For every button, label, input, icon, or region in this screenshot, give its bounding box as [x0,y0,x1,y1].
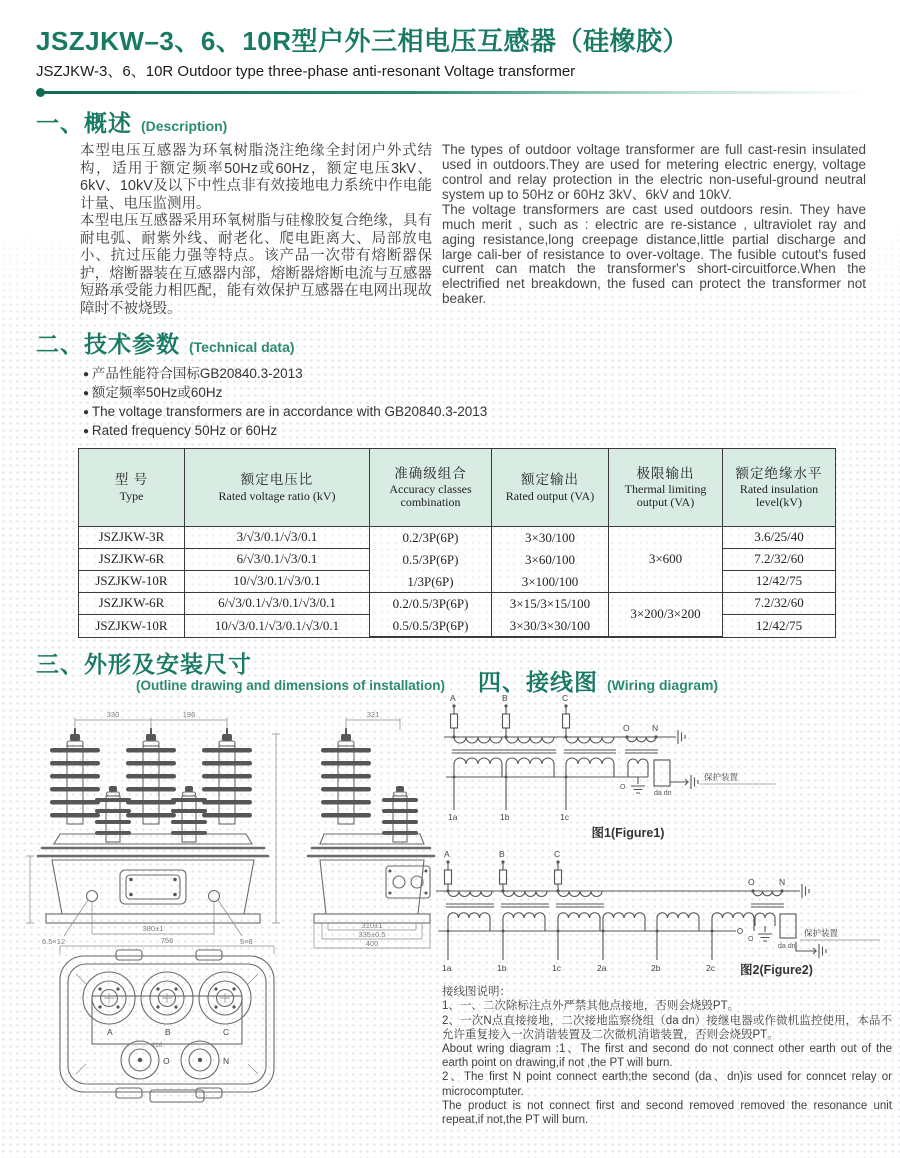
section2-title-en: (Technical data) [189,339,295,356]
dim-label: 335±0.5 [358,930,386,940]
phase-label: A [444,849,450,860]
divider-line [44,91,866,95]
cell-type: JSZJKW-3R [79,527,185,549]
phase-label: C [554,849,561,860]
bullet-item: ● Rated frequency 50Hz or 60Hz [83,422,866,441]
terminal-label: O [623,723,630,734]
terminal-label: C [223,1027,230,1038]
accuracy-line: 0.5/3P(6P) [402,551,459,567]
terminal-label: O [748,936,754,944]
output-label: 1c [552,963,561,974]
fig2-phases [444,849,562,891]
dim-label: 380±1 [142,924,164,934]
cell-ratio: 10/√3/0.1/√3/0.1/√3/0.1 [185,615,370,637]
output-label: 1b [497,963,507,974]
wiring-notes [442,985,892,1127]
cell-ratio: 6/√3/0.1/√3/0.1 [185,549,370,571]
aux-label: da dn [778,943,796,951]
output-line: 3×30/3×30/100 [509,617,591,633]
terminal-label: O [163,1056,170,1067]
col-header-thermal [609,449,723,527]
dim-label: 116 [152,1042,163,1050]
description-en-paragraph-2: The voltage transformers are cast used outdoors resin. They have much merit , such as : electric are re-sistance , ultraviolet ray and aging resistance,long creepage distance,little partial discharge and large cali-ber of resistance to over-voltage. The fusible cutout's fused current can match the transformer's short-circuitforce.When the electrified net breakdown, the fused can protect the transformer not beaker. [442,201,866,307]
title-divider [36,88,866,97]
side-tank [308,834,434,923]
dim-label: 6.5×12 [42,937,66,947]
col-header-output [492,449,609,527]
output-label: 2b [651,963,661,974]
topview-terminals [83,972,251,1079]
front-dimensions [26,710,280,946]
cell-type: JSZJKW-6R [79,593,185,615]
header-cn: 额定绝缘水平 [735,465,823,481]
cell-insulation: 12/42/75 [755,617,803,633]
terminal-label: N [223,1056,230,1067]
topview-body [60,950,274,1102]
notes-line: 2、一次N点直接接地，二次接地监察绕组（da dn）接继电器或作微机监控使用，本品不允许重复接入一次消谐装置及二次微机消谐装置，否则会烧毁PT。 [442,1014,892,1041]
header-en: Type [119,488,144,503]
protect-label: 保护装置 [704,772,739,783]
cell-accuracy-group1 [370,527,492,593]
section4-title-cn: 四、接线图 [478,669,598,696]
header-en: Rated voltage ratio (kV) [218,488,336,503]
accuracy-line: 0.5/0.5/3P(6P) [392,617,469,633]
notes-title: 接线图说明： [442,986,511,999]
header-en: Rated output (VA) [505,488,595,503]
page-title: JSZJKW–3、6、10R型户外三相电压互感器（硅橡胶） [36,26,690,56]
fig1-secondary [446,758,776,822]
header-en: Rated insulation level(kV) [739,481,819,510]
section4-title-en: (Wiring diagram) [607,677,719,694]
dim-label: 310±1 [361,921,383,931]
header-en: Thermal limiting output (VA) [624,481,707,510]
wiring-figure-1 [442,692,840,844]
cell-ratio: 3/√3/0.1/√3/0.1 [185,527,370,549]
header-en: Accuracy classes combination [389,481,472,510]
section1-title-en: (Description) [141,118,228,135]
notes-line: 2、The first N point connect earth;the second (da、dn)is used for conncet relay or microcomptuter. [442,1071,892,1098]
side-dimensions [314,710,430,948]
accuracy-line: 0.2/0.5/3P(6P) [392,595,469,611]
bullet-item: ● 产品性能符合国标GB20840.3-2013 [83,365,866,384]
description-cn-paragraph-2: 本型电压互感器采用环氧树脂与硅橡胶复合绝缘，具有耐电弧、耐紫外线、耐老化、爬电距离大、局部放电小、抗过压能力强等特点。该产品一次带有熔断器保护，熔断器装在互感器内部，熔断器熔断电流与互感器短路承受能力相匹配，能有效保护互感器在电网出现故障时不被烧毁。 [80,213,432,317]
description-en-paragraph-1: The types of outdoor voltage transformer are full cast-resin insulated used in outdoors.They are used for metering electric energy, voltage control and relay protection in the electric non-useful-ground neutral system up to 50Hz or 60Hz 3kV、6kV and 10kV. [442,142,866,202]
output-line: 3×100/100 [521,573,579,589]
cell-insulation: 7.2/32/60 [723,593,835,615]
fig2-secondary [438,913,880,973]
description-chinese [80,143,432,318]
cell-ratio: 6/√3/0.1/√3/0.1/√3/0.1 [185,593,370,615]
terminal-label: A [107,1027,113,1038]
dim-label: 400 [365,939,379,949]
header-cn: 额定输出 [521,472,579,488]
col-header-insulation [723,449,835,527]
phase-label: B [502,693,508,704]
output-label: 1c [560,812,569,823]
cell-insulation: 12/42/75 [723,571,835,593]
side-bushings [321,728,418,842]
terminal-label: N [779,877,786,888]
col-header-accuracy [370,449,492,527]
header-cn: 型 号 [114,472,149,488]
header-cn: 额定电压比 [240,472,314,488]
terminal-label: N [652,723,659,734]
front-view-drawing [18,708,290,953]
cell-insulation: 7.2/32/60 [723,549,835,571]
tech-bullet-list [83,365,866,441]
protect-label: 保护装置 [804,928,839,939]
aux-label: da dn [654,790,672,798]
side-view-drawing [298,708,444,953]
cell-type: JSZJKW-10R [79,615,185,637]
fig2-primary [436,877,809,907]
cell-thermal-group1: 3×600 [609,527,723,593]
cell-type: JSZJKW-10R [79,571,185,593]
phase-label: A [450,693,456,704]
fig1-phases [450,693,570,737]
header-cn: 准确级组合 [394,465,467,481]
cell-type: JSZJKW-6R [79,549,185,571]
dim-label: 330 [106,710,120,720]
section3-heading [36,646,252,679]
dim-label: 196 [182,710,196,720]
front-tank [38,834,268,923]
cell-thermal-group2: 3×200/3×200 [609,593,723,637]
notes-line: About wring diagram :1、The first and second do not connect other earth out of the earth point on drawing,if not ,the PT will burn. [442,1043,892,1070]
section1-title-cn: 一、概述 [36,110,132,137]
terminal-label: O [620,784,626,792]
header-cn: 极限输出 [636,465,695,481]
description-columns [80,143,866,318]
cell-output-group2 [492,593,609,637]
description-english [442,143,866,318]
output-line: 3×60/100 [525,551,575,567]
description-cn-paragraph-1: 本型电压互感器为环氧树脂浇注绝缘全封闭户外式结构，适用于额定频率50Hz或60Hz，额定电压3kV、6kV、10kV及以下中性点非有效接地电力系统中作电能计量、电压监测用。 [80,143,432,212]
dim-label: 756 [160,936,174,946]
terminal-label: O [748,877,755,888]
cell-ratio: 10/√3/0.1/√3/0.1 [185,571,370,593]
dim-label: 321 [366,710,380,720]
accuracy-line: 1/3P(6P) [407,573,454,589]
output-line: 3×30/100 [525,529,575,545]
spec-table [78,448,836,638]
section3-title-cn: 三、外形及安装尺寸 [36,651,252,678]
phase-label: C [562,693,569,704]
notes-line: 1、一、二次除标注点外严禁其他点接地，否则会烧毁PT。 [442,1000,740,1013]
wiring-figure-2 [428,848,888,1000]
page-subtitle: JSZJKW-3、6、10R Outdoor type three-phase anti-resonant Voltage transformer [36,63,576,81]
output-line: 3×15/3×15/100 [509,595,591,611]
cell-insulation: 3.6/25/40 [723,527,835,549]
bottom-region [0,640,900,1158]
cell-output-group1 [492,527,609,593]
bullet-item: ● The voltage transformers are in accordance with GB20840.3-2013 [83,403,866,422]
notes-line: The product is not connect first and second removed removed the resonance unit repeat,if not,the PT will burn. [442,1099,892,1127]
cell-accuracy-group2 [370,593,492,637]
section1-heading [36,105,866,138]
col-header-ratio [185,449,370,527]
col-header-type [79,449,185,527]
section2-title-cn: 二、技术参数 [36,331,180,358]
section2-heading [36,326,866,359]
output-label: 1b [500,812,510,823]
front-bushings [50,728,252,842]
section3-title-en: (Outline drawing and dimensions of installation) [136,678,446,694]
output-label: 2c [706,963,715,974]
dim-label: 5×8 [240,937,253,947]
terminal-label: B [165,1027,171,1038]
output-label: 1a [448,812,458,823]
figure2-caption: 图2(Figure2) [740,963,813,978]
accuracy-line: 0.2/3P(6P) [402,529,459,545]
bullet-item: ● 额定频率50Hz或60Hz [83,384,866,403]
phase-label: B [499,849,505,860]
output-label: 2a [597,963,607,974]
output-label: 1a [442,963,452,974]
figure1-caption: 图1(Figure1) [591,826,665,841]
